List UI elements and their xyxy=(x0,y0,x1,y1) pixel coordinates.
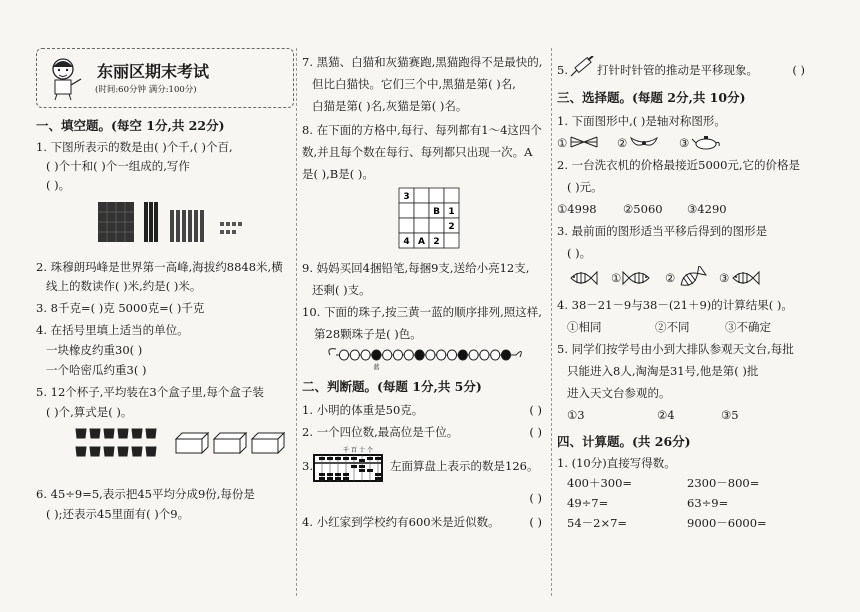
column-1 xyxy=(36,48,294,521)
question-text: 10. 下面的珠子,按三黄一蓝的顺序排列,照这样, xyxy=(302,305,542,319)
question-text: 第28颗珠子是( )色。 xyxy=(314,327,422,341)
yellow-bead xyxy=(339,350,348,360)
option-label: ② xyxy=(665,271,676,285)
option-label: ③5 xyxy=(721,408,739,422)
abacus-label: 个 xyxy=(367,447,374,454)
question-text: 9. 妈妈买回4捆铅笔,每捆9支,送给小亮12支, xyxy=(302,261,530,275)
fish-shape-icon xyxy=(567,268,599,288)
question-text: ( )个十和( )个一组成的,写作 xyxy=(46,159,190,173)
question-text: 1. 下面图形中,( )是轴对称图形。 xyxy=(557,114,726,128)
question-text: 7. 黑猫、白猫和灰猫赛跑,黑猫跑得不是最快的, xyxy=(302,55,543,69)
grid-cell-value: 2 xyxy=(448,222,455,232)
judge-item xyxy=(302,491,548,505)
blue-bead xyxy=(501,350,510,360)
answer-blank: ( ) xyxy=(529,515,542,529)
option-label: ③ xyxy=(719,271,730,285)
question-text: 3. 8千克=( )克 5000克=( )千克 xyxy=(36,301,205,315)
question-text: 线上的数读作( )米,约是( )米。 xyxy=(46,279,202,293)
abacus-label: 千 xyxy=(343,447,350,454)
question-text: 是( ),B是( )。 xyxy=(302,167,374,181)
grid-cell xyxy=(414,203,429,218)
yellow-bead xyxy=(447,350,456,360)
question-text: 6. 45÷9=5,表示把45平均分成9份,每份是 xyxy=(36,487,255,501)
grid-cell-value: 1 xyxy=(448,207,455,217)
question-text: 左面算盘上表示的数是126。 xyxy=(390,459,539,473)
question-text: 4. 38－21－9与38－(21＋9)的计算结果( )。 xyxy=(557,298,793,312)
yellow-bead xyxy=(383,350,392,360)
question-text: ( )个,算式是( )。 xyxy=(46,405,133,419)
choice-options xyxy=(557,408,809,422)
grid-cell xyxy=(444,188,459,203)
question-text: 只能进入8人,淘淘是31号,他是第( )批 xyxy=(567,364,759,378)
option-label: ① xyxy=(557,136,568,150)
choice-options xyxy=(557,202,809,216)
calc-expression: 63÷9= xyxy=(687,496,729,510)
syringe-icon xyxy=(569,56,595,78)
blue-bead xyxy=(415,350,424,360)
judge-item xyxy=(302,515,548,529)
question-text: 还剩( )支。 xyxy=(312,283,371,297)
calc-expression: 2300－800= xyxy=(687,476,760,490)
question-text: 但比白猫快。它们三个中,黑猫是第( )名, xyxy=(312,77,516,91)
fish-shape-icon xyxy=(675,266,707,290)
question-number: 3. xyxy=(302,459,313,473)
grid-cell xyxy=(444,233,459,248)
choice-options xyxy=(557,266,809,290)
question-text: 4. 在括号里填上适当的单位。 xyxy=(36,323,189,337)
abacus-figure xyxy=(312,445,384,483)
choice-options xyxy=(557,134,809,152)
calc-expression: 400＋300= xyxy=(567,476,633,490)
number-grid xyxy=(302,185,548,251)
question-text: 3. 最前面的图形适当平移后得到的图形是 xyxy=(557,224,768,238)
bead-label: 蓝 xyxy=(373,364,380,371)
exam-header xyxy=(36,48,294,108)
question-text: 1. (10分)直接写得数。 xyxy=(557,456,676,470)
question-text: ( )。 xyxy=(567,246,592,260)
grid-cell-value: 4 xyxy=(403,237,410,247)
question-text: 数,并且每个数在每行、每列都只出现一次。A xyxy=(302,145,533,159)
judge-item xyxy=(302,425,548,439)
yellow-bead xyxy=(361,350,370,360)
calc-row xyxy=(557,516,809,530)
question-text: 一个哈密瓜约重3( ) xyxy=(46,363,147,377)
option-label: ①3 xyxy=(567,408,585,422)
section-heading: 三、选择题。(每题 2分,共 10分) xyxy=(557,90,746,105)
fish-shape-icon xyxy=(729,268,761,288)
option-label: ② xyxy=(617,136,628,150)
answer-blank: ( ) xyxy=(529,425,542,439)
grid-cell-value: A xyxy=(418,237,425,247)
yellow-bead xyxy=(426,350,435,360)
grid-cell xyxy=(429,218,444,233)
calc-expression: 49÷7= xyxy=(567,496,609,510)
bowtie-shape-icon xyxy=(569,134,599,150)
question-text: ( )。 xyxy=(46,178,71,192)
yellow-bead xyxy=(491,350,500,360)
question-number: 5. xyxy=(557,63,568,77)
calc-row xyxy=(557,496,809,510)
question-text: 2. 一个四位数,最高位是千位。 xyxy=(302,425,459,439)
option-label: ③ xyxy=(679,136,690,150)
grid-cell xyxy=(399,218,414,233)
question-text: 2. 珠穆朗玛峰是世界第一高峰,海拔约8848米,横 xyxy=(36,260,283,274)
calc-expression: 9000－6000= xyxy=(687,516,767,530)
bow-shape-icon xyxy=(629,134,659,150)
cups-and-boxes-figure xyxy=(36,423,294,479)
answer-blank: ( ) xyxy=(792,63,805,77)
yellow-bead xyxy=(404,350,413,360)
grid-cell-value: 2 xyxy=(433,237,440,247)
question-text: ( );还表示45里面有( )个9。 xyxy=(46,507,190,521)
fish-shape-icon xyxy=(621,268,653,288)
student-cartoon-icon xyxy=(43,55,87,101)
column-divider xyxy=(296,48,297,596)
question-text: 4. 小红家到学校约有600米是近似数。 xyxy=(302,515,500,529)
question-text: ( )元。 xyxy=(567,180,603,194)
grid-cell xyxy=(429,188,444,203)
abacus-label: 百 xyxy=(351,447,358,454)
answer-blank: ( ) xyxy=(529,491,542,505)
grid-cell-value: B xyxy=(433,207,440,217)
column-divider xyxy=(551,48,552,596)
judge-item xyxy=(302,403,548,417)
section-heading: 一、填空题。(每空 1分,共 22分) xyxy=(36,118,225,133)
column-3 xyxy=(557,60,809,530)
yellow-bead xyxy=(469,350,478,360)
yellow-bead xyxy=(393,350,402,360)
question-text: 打针时针管的推动是平移现象。 xyxy=(597,63,758,77)
section-heading: 四、计算题。(共 26分) xyxy=(557,434,691,449)
option-label: ②4 xyxy=(657,408,675,422)
teapot-shape-icon xyxy=(691,134,721,150)
yellow-bead xyxy=(437,350,446,360)
option-label: ③不确定 xyxy=(725,320,771,334)
option-label: ① xyxy=(611,271,622,285)
option-label: ①相同 xyxy=(567,320,602,334)
option-label: ①4998 xyxy=(557,202,597,216)
calc-row xyxy=(557,476,809,490)
yellow-bead xyxy=(480,350,489,360)
option-label: ②5060 xyxy=(623,202,663,216)
question-text: 一块橡皮约重30( ) xyxy=(46,343,143,357)
question-text: 1. 小明的体重是50克。 xyxy=(302,403,424,417)
option-label: ③4290 xyxy=(687,202,727,216)
abacus-label: 十 xyxy=(359,447,366,454)
grid-cell-value: 3 xyxy=(403,192,410,202)
question-text: 进入天文台参观的。 xyxy=(567,386,671,400)
grid-cell xyxy=(414,188,429,203)
section-heading: 二、判断题。(每题 1分,共 5分) xyxy=(302,379,482,394)
question-text: 5. 同学们按学号由小到大排队参观天文台,每批 xyxy=(557,342,794,356)
abacus-question xyxy=(302,445,548,483)
page-title: 东丽区期末考试 xyxy=(97,62,210,81)
question-text: 5. 12个杯子,平均装在3个盒子里,每个盒子装 xyxy=(36,385,264,399)
question-text: 2. 一台洗衣机的价格最接近5000元,它的价格是 xyxy=(557,158,801,172)
option-label: ②不同 xyxy=(655,320,690,334)
exam-info: (时间:60分钟 满分:100分) xyxy=(95,85,197,95)
yellow-bead xyxy=(350,350,359,360)
grid-cell xyxy=(399,203,414,218)
column-2 xyxy=(302,55,548,529)
question-text: 白猫是第( )名,灰猫是第( )名。 xyxy=(312,99,468,113)
grid-cell xyxy=(414,218,429,233)
calc-expression: 54－2×7= xyxy=(567,516,628,530)
bead-string-figure xyxy=(302,343,548,371)
question-text: 8. 在下面的方格中,每行、每列都有1～4这四个 xyxy=(302,123,542,137)
answer-blank: ( ) xyxy=(529,403,542,417)
blue-bead xyxy=(372,350,381,360)
place-value-blocks-figure xyxy=(36,196,294,250)
judge-item xyxy=(557,60,809,80)
blue-bead xyxy=(458,350,467,360)
choice-options xyxy=(557,320,809,334)
question-text: 1. 下图所表示的数是由( )个千,( )个百, xyxy=(36,140,233,154)
